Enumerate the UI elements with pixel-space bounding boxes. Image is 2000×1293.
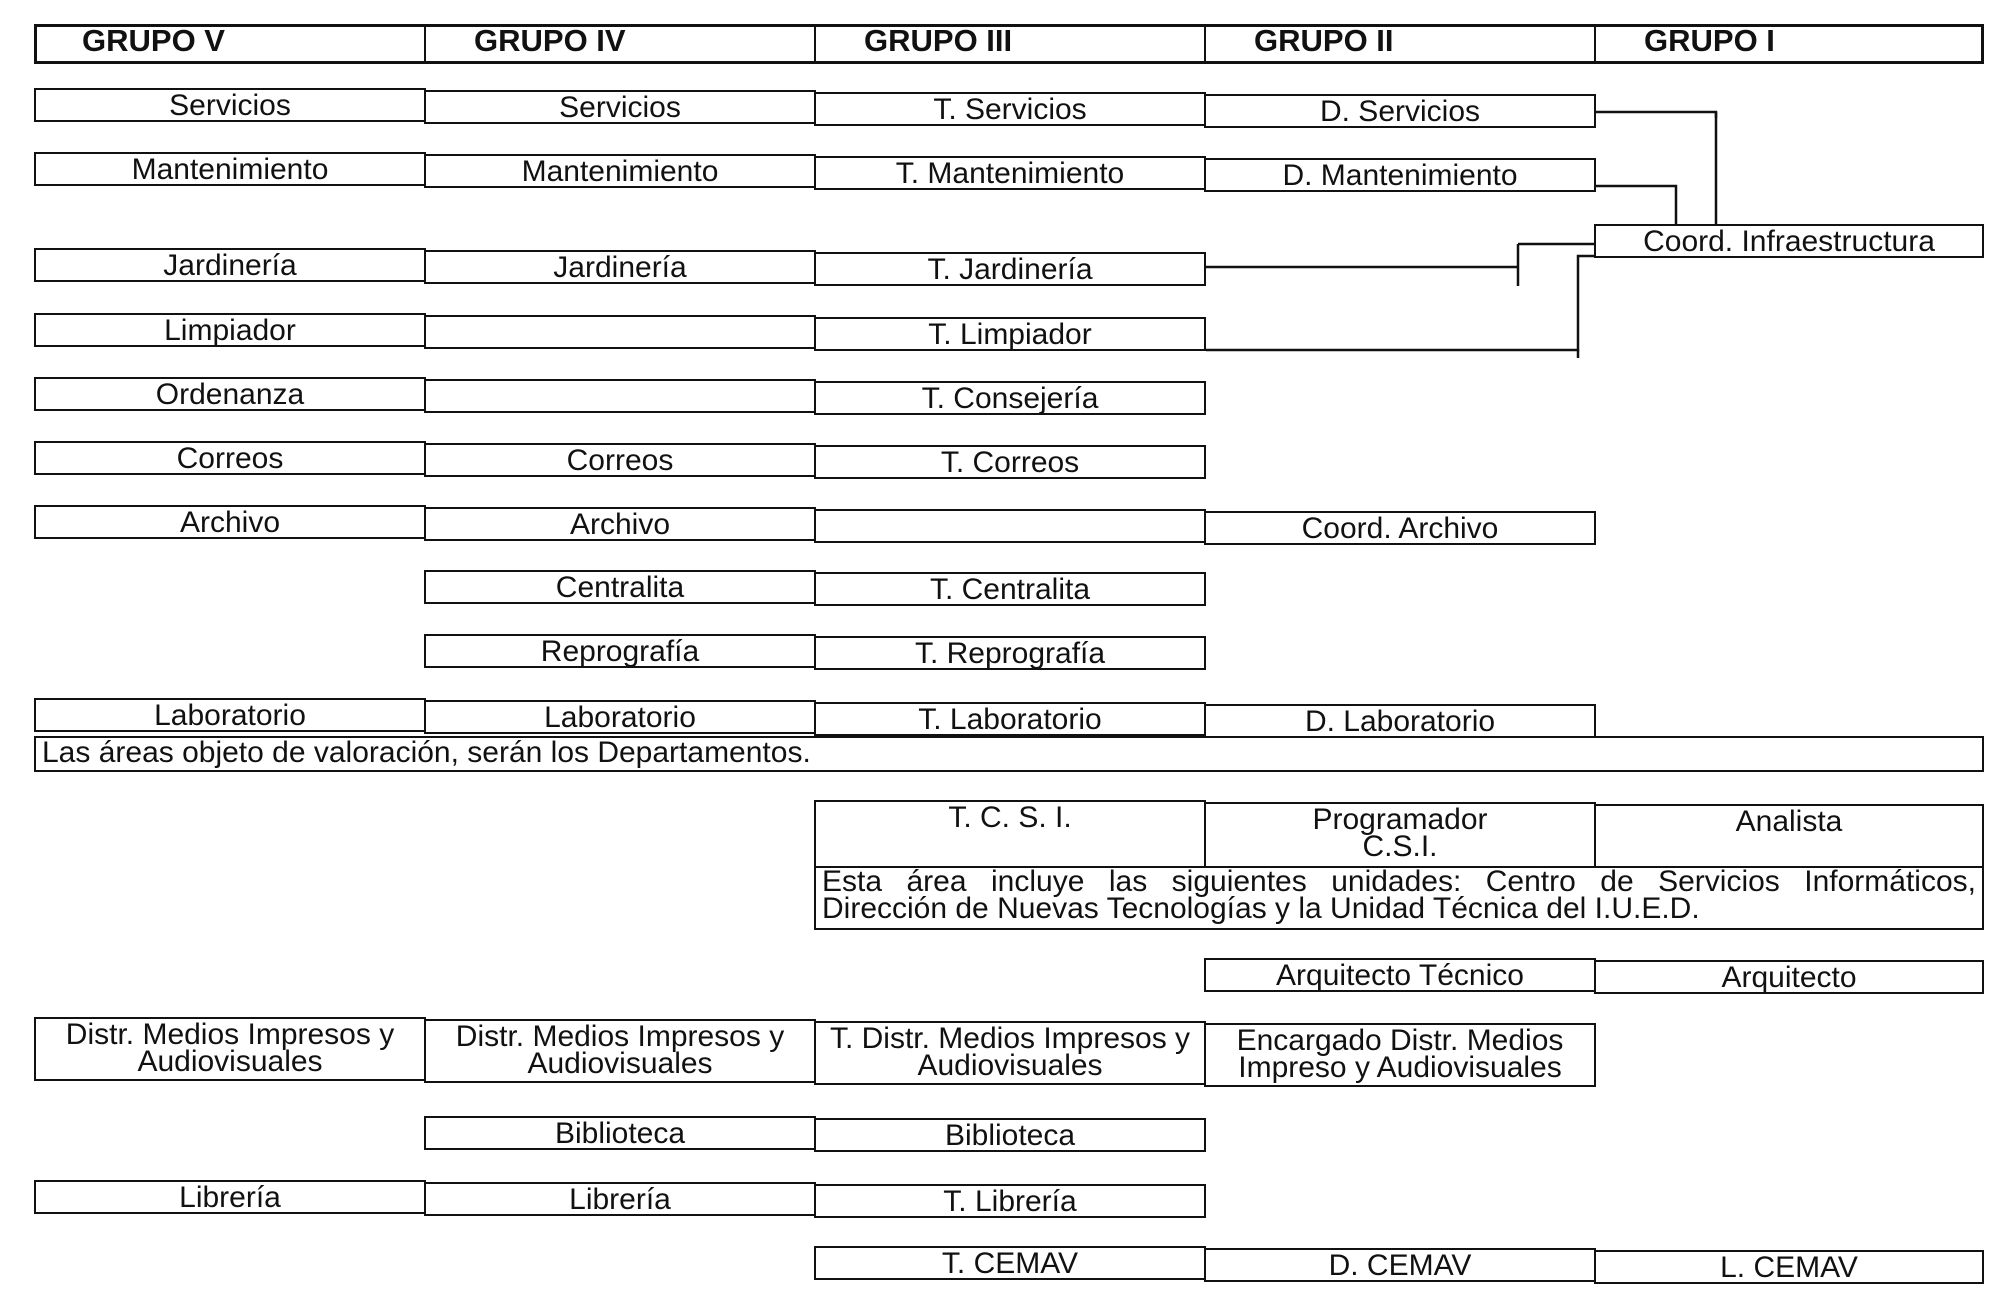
jardineria-grupo-v: Jardinería: [34, 248, 426, 282]
laboratorio-note: Las áreas objeto de valoración, serán los Departamentos.: [34, 736, 1984, 772]
libreria-grupo-v: Librería: [34, 1180, 426, 1214]
reprografia-grupo-iv: Reprografía: [424, 634, 816, 668]
jardineria-grupo-iv: Jardinería: [424, 250, 816, 284]
connector-servicios: [1596, 112, 1716, 226]
cemav-grupo-i: L. CEMAV: [1594, 1250, 1984, 1284]
archivo-grupo-v: Archivo: [34, 505, 426, 539]
jardineria-grupo-iii: T. Jardinería: [814, 252, 1206, 286]
header-grupo-i: GRUPO I: [1594, 24, 1984, 64]
coord-infraestructura: Coord. Infraestructura: [1594, 224, 1984, 258]
correos-grupo-v: Correos: [34, 441, 426, 475]
distr-grupo-ii: Encargado Distr. Medios Impreso y Audiovisuales: [1204, 1023, 1596, 1087]
servicios-grupo-ii: D. Servicios: [1204, 94, 1596, 128]
limpiador-grupo-iii: T. Limpiador: [814, 317, 1206, 351]
consejeria-grupo-iii: T. Consejería: [814, 381, 1206, 415]
reprografia-grupo-iii: T. Reprografía: [814, 636, 1206, 670]
mantenimiento-grupo-v: Mantenimiento: [34, 152, 426, 186]
libreria-grupo-iii: T. Librería: [814, 1184, 1206, 1218]
centralita-grupo-iii: T. Centralita: [814, 572, 1206, 606]
laboratorio-grupo-ii: D. Laboratorio: [1204, 704, 1596, 738]
mantenimiento-grupo-ii: D. Mantenimiento: [1204, 158, 1596, 192]
mantenimiento-grupo-iv: Mantenimiento: [424, 154, 816, 188]
limpiador-grupo-iv: [424, 315, 816, 349]
header-grupo-iii: GRUPO III: [814, 24, 1204, 64]
distr-grupo-iii: T. Distr. Medios Impresos y Audiovisuales: [814, 1021, 1206, 1085]
connector-limpiador: [1206, 256, 1596, 350]
arquitecto-tecnico: Arquitecto Técnico: [1204, 958, 1596, 992]
csi-programador: Programador C.S.I.: [1204, 802, 1596, 868]
distr-grupo-iv: Distr. Medios Impresos y Audiovisuales: [424, 1019, 816, 1083]
correos-grupo-iii: T. Correos: [814, 445, 1206, 479]
csi-note-line-2: Dirección de Nuevas Tecnologías y la Unidad Técnica del I.U.E.D.: [822, 892, 1700, 925]
biblioteca-grupo-iv: Biblioteca: [424, 1116, 816, 1150]
limpiador-grupo-v: Limpiador: [34, 313, 426, 347]
header-grupo-v: GRUPO V: [82, 23, 225, 58]
distr-grupo-v: Distr. Medios Impresos y Audiovisuales: [34, 1017, 426, 1081]
laboratorio-grupo-iv: Laboratorio: [424, 700, 816, 734]
csi-note-line-1: Esta área incluye las siguientes unidades: Centro de Servicios Informáticos,: [822, 865, 1976, 898]
ordenanza-grupo-v: Ordenanza: [34, 377, 426, 411]
laboratorio-grupo-v: Laboratorio: [34, 698, 426, 732]
csi-note: [814, 866, 1984, 930]
ordenanza-grupo-iv: [424, 379, 816, 413]
connector-mantenimiento: [1596, 186, 1676, 226]
arquitecto: Arquitecto: [1594, 960, 1984, 994]
correos-grupo-iv: Correos: [424, 443, 816, 477]
laboratorio-grupo-iii: T. Laboratorio: [814, 702, 1206, 736]
csi-analista: Analista: [1594, 804, 1984, 868]
biblioteca-grupo-iii: Biblioteca: [814, 1118, 1206, 1152]
coord-archivo: Coord. Archivo: [1204, 511, 1596, 545]
servicios-grupo-iv: Servicios: [424, 90, 816, 124]
csi-grupo-iii: T. C. S. I.: [814, 800, 1206, 868]
mantenimiento-grupo-iii: T. Mantenimiento: [814, 156, 1206, 190]
cemav-grupo-iii: T. CEMAV: [814, 1246, 1206, 1280]
libreria-grupo-iv: Librería: [424, 1182, 816, 1216]
header-grupo-iv: GRUPO IV: [424, 24, 814, 64]
archivo-grupo-iii: [814, 509, 1206, 543]
servicios-grupo-iii: T. Servicios: [814, 92, 1206, 126]
archivo-grupo-iv: Archivo: [424, 507, 816, 541]
centralita-grupo-iv: Centralita: [424, 570, 816, 604]
header-grupo-ii: GRUPO II: [1204, 24, 1594, 64]
cemav-grupo-ii: D. CEMAV: [1204, 1248, 1596, 1282]
servicios-grupo-v: Servicios: [34, 88, 426, 122]
